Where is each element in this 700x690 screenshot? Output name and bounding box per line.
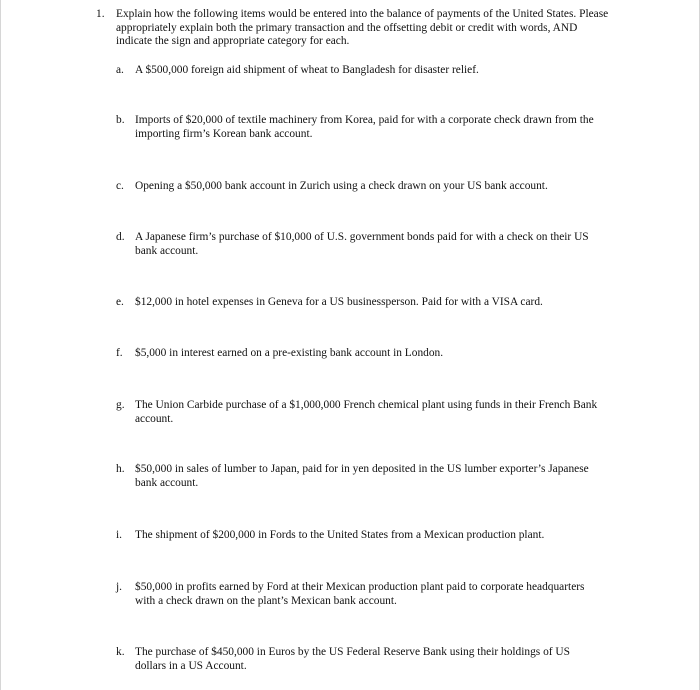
item-letter: f. — [116, 347, 123, 359]
item-text: A $500,000 foreign aid shipment of wheat to Bangladesh for disaster relief. — [135, 64, 479, 76]
item-letter: e. — [116, 296, 124, 308]
item-letter: d. — [116, 231, 125, 243]
item-letter: b. — [116, 114, 125, 126]
item-text: $5,000 in interest earned on a pre-existing bank account in London. — [135, 347, 444, 359]
item-text: Opening a $50,000 bank account in Zurich using a check drawn on your US bank account. — [135, 180, 548, 192]
item-text: A Japanese firm’s purchase of $10,000 of U.S. government bonds paid for with a check on their US bank account. — [135, 231, 589, 257]
item-letter: h. — [116, 463, 125, 475]
item-text: The shipment of $200,000 in Fords to the United States from a Mexican production plant. — [135, 529, 545, 541]
item-letter: j. — [116, 581, 123, 593]
item-text: The Union Carbide purchase of a $1,000,000 French chemical plant using funds in their French Bank account. — [135, 399, 598, 425]
page-left-edge — [0, 0, 1, 690]
item-text: $12,000 in hotel expenses in Geneva for a US businessperson. Paid for with a VISA card. — [135, 296, 543, 308]
item-text: $50,000 in sales of lumber to Japan, paid for in yen deposited in the US lumber exporter’s Japanese bank account. — [135, 463, 589, 489]
item-text: Imports of $20,000 of textile machinery from Korea, paid for with a corporate check drawn from the importing firm’s Korean bank account. — [135, 114, 594, 140]
item-letter: k. — [116, 646, 125, 658]
item-text: $50,000 in profits earned by Ford at their Mexican production plant paid to corporate headquarters with a check drawn on the plant’s Mexican bank account. — [135, 581, 585, 607]
item-letter: i. — [116, 529, 123, 541]
question-text: Explain how the following items would be entered into the balance of payments of the United States. Please appropriately explain both the primary transaction and the offsetting debit or credit with words, AND indicate the sign and appropriate category for each. — [116, 8, 609, 48]
item-text: The purchase of $450,000 in Euros by the US Federal Reserve Bank using their holdings of US dollars in a US Account. — [135, 646, 570, 672]
item-letter: c. — [116, 180, 124, 192]
question-number: 1. — [96, 8, 105, 20]
item-letter: a. — [116, 64, 124, 76]
item-letter: g. — [116, 399, 125, 411]
